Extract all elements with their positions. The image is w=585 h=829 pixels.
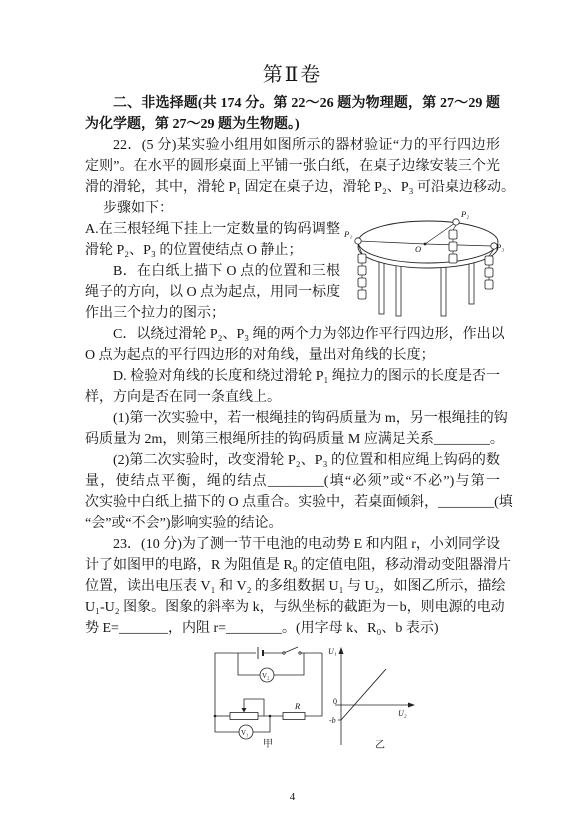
resistor-r-label: R — [295, 701, 301, 711]
voltmeter-v1-label: V₁ — [241, 729, 249, 737]
graph-axes — [335, 650, 412, 745]
q22-part1-line: (1)第一次实验中，若一根绳挂的钩码质量为 m，另一根绳挂的钩 — [113, 410, 508, 426]
q22-step-d-line: 样，方向是否在同一条直线上。 — [85, 389, 281, 405]
y-axis-label: U₁ — [328, 647, 337, 656]
q22-step-c-line: O 点为起点的平行四边形的对角线，量出对角线的长度； — [85, 347, 435, 363]
q22-step-b-line: 绳子的方向，以 O 点为起点，用同一标度 — [85, 284, 341, 300]
rheostat-symbol — [230, 713, 258, 720]
voltmeter-v1 — [239, 725, 253, 739]
q22-step-b-line: B．在白纸上描下 O 点的位置和三根 — [113, 263, 340, 279]
intercept-label: -b — [329, 716, 336, 725]
section-header-line: 二、非选择题(共 174 分。第 22～26 题为物理题，第 27～29 题 — [113, 95, 500, 111]
q22-step-c-line: C．以绕过滑轮 P₂、P₃ 绳的两个力为邻边作平行四边形，作出以 — [113, 326, 505, 342]
q22-part2-line: (2)第二次实验时，改变滑轮 P₂、P₃ 的位置和相应绳上钩码的数 — [113, 452, 500, 468]
q22-part2-line: 量，使结点平衡，绳的结点________(填“必须”或“不必”)与第一 — [85, 473, 500, 489]
q22-intro-line: 定则”。在水平的圆形桌面上平铺一张白纸，在桌子边缘安装三个光 — [85, 158, 500, 174]
q23-line: 势 E=_______，内阻 r=________。(用字母 k、R₀、b 表示) — [85, 620, 439, 636]
page-title: 第Ⅱ卷 — [262, 64, 323, 86]
q22-part1-line: 码质量为 2m，则第三根绳所挂的钩码质量 M 应满足关系________。 — [85, 431, 504, 447]
q22-intro-line: 22．(5 分)某实验小组用如图所示的器材验证“力的平行四边形 — [113, 137, 500, 153]
voltmeter-v2-label: V₂ — [262, 672, 270, 680]
junction-dot — [269, 715, 272, 718]
origin-label: 0 — [333, 697, 337, 706]
q23-line: 23．(10 分)为了测一节干电池的电动势 E 和内阻 r，小刘同学设 — [113, 536, 500, 552]
pulley-p2 — [453, 219, 459, 225]
junction-dot — [214, 715, 217, 718]
label-knot-o: O — [415, 244, 422, 254]
battery-symbol — [258, 647, 263, 659]
q22-step-a-line: 滑轮 P₂、P₃ 的位置使结点 O 静止； — [85, 242, 303, 258]
voltmeter-v2 — [260, 668, 274, 682]
q22-part2-line: “会”或“不会”)影响实验的结论。 — [85, 515, 283, 531]
q23-line: U₁-U₂ 图象。图象的斜率为 k，与纵坐标的截距为－b，则电源的电动 — [85, 599, 505, 615]
pulley-p1 — [355, 238, 361, 244]
q22-intro-line: 滑的滑轮，其中，滑轮 P₁ 固定在桌子边，滑轮 P₂、P₃ 可沿桌边移动。 — [85, 179, 515, 195]
resistor-r-symbol — [283, 713, 305, 720]
q22-step-a-line: A.在三根轻绳下挂上一定数量的钩码调整 — [85, 221, 340, 237]
circuit-wires — [215, 653, 322, 732]
page-number: 4 — [289, 791, 296, 803]
figure-caption-jia: 甲 — [263, 739, 273, 750]
switch-symbol — [283, 647, 301, 654]
u1-u2-graph — [328, 645, 420, 745]
q22-step-b-line: 作出三个拉力的图示； — [85, 305, 225, 321]
graph-line — [341, 669, 386, 720]
q22-step-d-line: D. 检验对角线的长度和绕过滑轮 P₁ 绳拉力的图示的长度是否一 — [113, 368, 500, 384]
figure-caption-yi: 乙 — [375, 740, 385, 751]
body-text — [85, 93, 515, 639]
knot-point — [424, 243, 427, 246]
q22-steps-heading: 步骤如下： — [103, 200, 173, 216]
table-pulley-figure — [343, 204, 505, 320]
q23-line: 计了如图甲的电路，R 为阻值是 R₀ 的定值电阻，移动滑动变阻器滑片 — [85, 557, 512, 573]
label-p2: P₂ — [461, 209, 470, 219]
q23-line: 位置，读出电压表 V₁ 和 V₂ 的多组数据 U₁ 与 U₂，如图乙所示，描绘 — [85, 578, 506, 594]
y-axis-arrow — [339, 647, 344, 654]
x-axis-arrow — [408, 703, 415, 708]
section-header-line: 为化学题，第 27～29 题为生物题。) — [85, 116, 300, 132]
circuit-diagram — [208, 645, 328, 741]
rheostat-slider-arrow — [242, 708, 247, 713]
x-axis-label: U₂ — [398, 709, 407, 718]
q22-part2-line: 次实验中白纸上描下的 O 点重合。实验中，若桌面倾斜，________(填 — [85, 494, 513, 510]
label-p1: P₁ — [344, 229, 353, 239]
label-p3: P₃ — [496, 242, 505, 252]
